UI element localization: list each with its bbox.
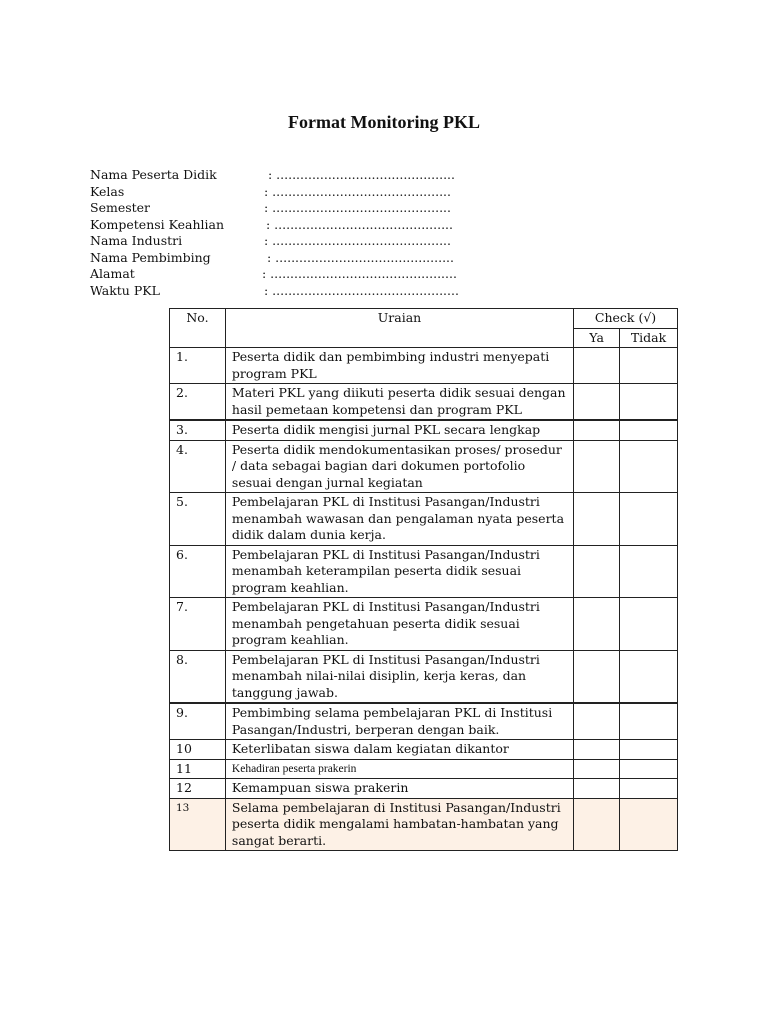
- row-uraian: Materi PKL yang diikuti peserta didik sesuai dengan hasil pemetaan kompetensi dan program PKL: [225, 384, 573, 421]
- header-tidak: Tidak: [620, 328, 678, 348]
- row-uraian: Pembelajaran PKL di Institusi Pasangan/Industri menambah wawasan dan pengalaman nyata peserta didik dalam dunia kerja.: [225, 493, 573, 546]
- identity-fields: [90, 167, 459, 299]
- row-uraian: Keterlibatan siswa dalam kegiatan dikantor: [225, 740, 573, 760]
- check-ya-cell[interactable]: [574, 384, 620, 421]
- field-semester: [90, 200, 459, 217]
- field-value: : ...............................................: [264, 282, 459, 298]
- header-no: No.: [170, 309, 226, 348]
- field-nama-pembimbing: [90, 250, 459, 267]
- table-row: [170, 779, 678, 799]
- row-uraian: Peserta didik dan pembimbing industri menyepati program PKL: [225, 348, 573, 384]
- table-row: [170, 348, 678, 384]
- table-row: [170, 545, 678, 598]
- table-row: [170, 420, 678, 440]
- field-value: : .............................................: [264, 200, 451, 215]
- row-number: 7.: [170, 598, 226, 651]
- table-header-row: [170, 309, 678, 329]
- field-nama-peserta: [90, 167, 459, 184]
- header-ya: Ya: [574, 328, 620, 348]
- field-value: : .............................................: [264, 183, 451, 199]
- row-number: 1.: [170, 348, 226, 384]
- check-tidak-cell[interactable]: [620, 348, 678, 384]
- row-number: 10: [170, 740, 226, 760]
- row-uraian: Pembimbing selama pembelajaran PKL di Institusi Pasangan/Industri, berperan dengan baik.: [225, 703, 573, 740]
- table-row: [170, 650, 678, 703]
- field-label: Semester: [90, 200, 151, 215]
- check-ya-cell[interactable]: [574, 440, 620, 493]
- row-number: 13: [170, 798, 226, 851]
- check-tidak-cell[interactable]: [620, 545, 678, 598]
- row-number: 2.: [170, 384, 226, 421]
- check-ya-cell[interactable]: [574, 598, 620, 651]
- row-uraian: Pembelajaran PKL di Institusi Pasangan/Industri menambah nilai-nilai disiplin, kerja keras, dan tanggung jawab.: [225, 650, 573, 703]
- field-value: : .............................................: [266, 216, 453, 232]
- check-ya-cell[interactable]: [574, 759, 620, 779]
- table-row: [170, 440, 678, 493]
- check-tidak-cell[interactable]: [620, 798, 678, 851]
- row-uraian: Kehadiran peserta prakerin: [225, 759, 573, 779]
- check-ya-cell[interactable]: [574, 798, 620, 851]
- field-label: Nama Industri: [90, 233, 183, 248]
- field-nama-industri: [90, 233, 459, 250]
- field-waktu-pkl: [90, 283, 459, 300]
- table-row: [170, 759, 678, 779]
- header-uraian: Uraian: [225, 309, 573, 348]
- field-value: : .............................................: [268, 167, 455, 182]
- table-row: [170, 703, 678, 740]
- check-ya-cell[interactable]: [574, 703, 620, 740]
- check-tidak-cell[interactable]: [620, 420, 678, 440]
- row-uraian: Kemampuan siswa prakerin: [225, 779, 573, 799]
- row-uraian: Pembelajaran PKL di Institusi Pasangan/Industri menambah pengetahuan peserta didik sesuai program keahlian.: [225, 598, 573, 651]
- row-number: 11: [170, 759, 226, 779]
- check-tidak-cell[interactable]: [620, 703, 678, 740]
- row-number: 4.: [170, 440, 226, 493]
- row-number: 6.: [170, 545, 226, 598]
- field-label: Nama Peserta Didik: [90, 167, 217, 182]
- check-ya-cell[interactable]: [574, 493, 620, 546]
- table-row: [170, 493, 678, 546]
- field-label: Waktu PKL: [90, 282, 160, 298]
- row-number: 8.: [170, 650, 226, 703]
- check-tidak-cell[interactable]: [620, 779, 678, 799]
- field-label: Kompetensi Keahlian: [90, 216, 225, 232]
- field-label: Kelas: [90, 183, 125, 199]
- field-value: : .............................................: [267, 249, 454, 265]
- table-row: [170, 598, 678, 651]
- field-label: Alamat: [90, 266, 135, 281]
- row-number: 9.: [170, 703, 226, 740]
- field-kompetensi: [90, 217, 459, 234]
- row-uraian: Pembelajaran PKL di Institusi Pasangan/Industri menambah keterampilan peserta didik sesuai program keahlian.: [225, 545, 573, 598]
- check-tidak-cell[interactable]: [620, 598, 678, 651]
- check-tidak-cell[interactable]: [620, 759, 678, 779]
- check-tidak-cell[interactable]: [620, 650, 678, 703]
- check-tidak-cell[interactable]: [620, 440, 678, 493]
- check-ya-cell[interactable]: [574, 740, 620, 760]
- check-ya-cell[interactable]: [574, 348, 620, 384]
- header-check: Check (√): [574, 309, 678, 329]
- check-ya-cell[interactable]: [574, 420, 620, 440]
- row-uraian: Peserta didik mendokumentasikan proses/ prosedur / data sebagai bagian dari dokumen portofolio sesuai dengan jurnal kegiatan: [225, 440, 573, 493]
- field-value: : ...............................................: [262, 266, 457, 281]
- check-tidak-cell[interactable]: [620, 740, 678, 760]
- table-row: [170, 740, 678, 760]
- row-number: 3.: [170, 420, 226, 440]
- field-alamat: [90, 266, 459, 283]
- row-uraian: Selama pembelajaran di Institusi Pasangan/Industri peserta didik mengalami hambatan-hambatan yang sangat berarti.: [225, 798, 573, 851]
- check-tidak-cell[interactable]: [620, 384, 678, 421]
- field-kelas: [90, 184, 459, 201]
- check-ya-cell[interactable]: [574, 779, 620, 799]
- check-ya-cell[interactable]: [574, 650, 620, 703]
- table-row: [170, 384, 678, 421]
- monitoring-table: [169, 308, 678, 851]
- field-value: : .............................................: [264, 233, 451, 248]
- row-number: 12: [170, 779, 226, 799]
- row-uraian: Peserta didik mengisi jurnal PKL secara lengkap: [225, 420, 573, 440]
- page-title: Format Monitoring PKL: [288, 112, 480, 132]
- check-tidak-cell[interactable]: [620, 493, 678, 546]
- row-number: 5.: [170, 493, 226, 546]
- check-ya-cell[interactable]: [574, 545, 620, 598]
- table-row: [170, 798, 678, 851]
- field-label: Nama Pembimbing: [90, 249, 211, 265]
